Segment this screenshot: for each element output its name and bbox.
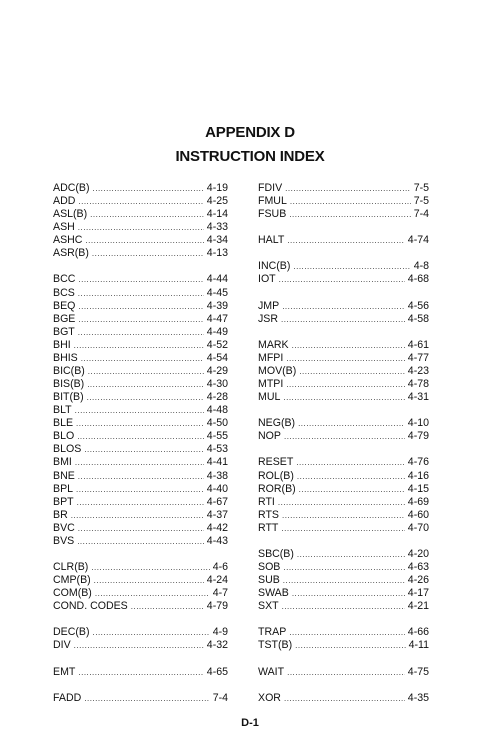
- index-entry: [258, 639, 429, 652]
- page-reference: 4-60: [407, 508, 429, 521]
- dot-leader: [71, 509, 204, 522]
- instruction-name: XOR: [258, 691, 281, 704]
- dot-leader: [91, 561, 209, 574]
- instruction-name: ASL(B): [53, 208, 88, 221]
- index-entry: [258, 365, 429, 378]
- index-entry: [53, 404, 228, 417]
- dot-leader: [287, 666, 405, 679]
- page-reference: 4-50: [206, 417, 228, 430]
- instruction-name: ASR(B): [53, 247, 89, 260]
- index-entry: [258, 378, 429, 391]
- dot-leader: [77, 535, 204, 548]
- instruction-name: ADC(B): [53, 182, 90, 194]
- dot-leader: [77, 496, 204, 509]
- instruction-name: NEG(B): [258, 417, 296, 430]
- index-entry: [258, 339, 429, 352]
- page-reference: 4-49: [206, 325, 228, 338]
- dot-leader: [278, 496, 405, 509]
- instruction-name: BNE: [53, 469, 75, 482]
- dot-leader: [295, 639, 405, 652]
- index-entry: [258, 626, 429, 639]
- dot-leader: [282, 509, 405, 522]
- index-entry: [53, 430, 228, 443]
- index-entry: [53, 574, 228, 587]
- page-reference: 4-40: [206, 482, 228, 495]
- index-entry: [258, 456, 429, 469]
- index-entry: [258, 182, 429, 195]
- dot-leader: [281, 522, 404, 535]
- index-entry: [53, 483, 228, 496]
- index-entry: [53, 587, 228, 600]
- instruction-name: FMUL: [258, 195, 287, 208]
- page-reference: 4-31: [407, 391, 429, 404]
- index-entry: [53, 208, 228, 221]
- instruction-name: DEC(B): [53, 626, 90, 639]
- page-reference: 4-69: [407, 495, 429, 508]
- dot-leader: [78, 522, 204, 535]
- page-reference: 4-77: [407, 351, 429, 364]
- dot-leader: [78, 470, 204, 483]
- page-reference: 4-33: [206, 221, 228, 234]
- dot-leader: [76, 483, 204, 496]
- instruction-name: SBC(B): [258, 547, 294, 560]
- instruction-name: MUL: [258, 391, 281, 404]
- instruction-name: TST(B): [258, 639, 293, 652]
- dot-leader: [293, 260, 410, 273]
- index-entry: [258, 352, 429, 365]
- instruction-name: RTS: [258, 508, 279, 521]
- index-entry: [53, 692, 228, 705]
- page-reference: 4-70: [407, 521, 429, 534]
- page-reference: 4-10: [407, 417, 429, 430]
- dot-leader: [297, 470, 405, 483]
- instruction-name: BLT: [53, 404, 72, 417]
- dot-leader: [299, 483, 405, 496]
- index-entry: [258, 470, 429, 483]
- page-reference: 4-78: [407, 378, 429, 391]
- instruction-name: BLOS: [53, 443, 82, 456]
- index-entry: [258, 600, 429, 613]
- index-entry: [258, 548, 429, 561]
- instruction-name: HALT: [258, 234, 285, 247]
- dot-leader: [78, 300, 203, 313]
- index-entry: [53, 313, 228, 326]
- page-reference: 4-28: [206, 391, 228, 404]
- page-reference: 4-37: [206, 508, 228, 521]
- instruction-name: CMP(B): [53, 574, 91, 587]
- instruction-name: BPT: [53, 495, 74, 508]
- page-reference: 4-8: [413, 260, 429, 273]
- page-reference: 4-17: [407, 587, 429, 600]
- page-reference: 4-65: [206, 665, 228, 678]
- dot-leader: [292, 587, 405, 600]
- page-reference: 4-75: [407, 665, 429, 678]
- dot-leader: [95, 587, 210, 600]
- page-reference: 4-79: [206, 600, 228, 613]
- page-reference: 4-63: [407, 561, 429, 574]
- index-entry: [258, 666, 429, 679]
- dot-leader: [78, 287, 204, 300]
- page-reference: 4-41: [206, 456, 228, 469]
- dot-leader: [90, 208, 204, 221]
- instruction-name: ROL(B): [258, 469, 294, 482]
- index-entry: [53, 522, 228, 535]
- index-entry: [53, 352, 228, 365]
- index-entry: [258, 509, 429, 522]
- instruction-name: SWAB: [258, 587, 289, 600]
- page-reference: 4-15: [407, 482, 429, 495]
- page-reference: 4-47: [206, 312, 228, 325]
- dot-leader: [283, 561, 404, 574]
- page-reference: 4-35: [407, 691, 429, 704]
- page-reference: 4-9: [212, 626, 228, 639]
- page-reference: 4-48: [206, 404, 228, 417]
- dot-leader: [93, 182, 204, 195]
- index-entry: [258, 430, 429, 443]
- page-reference: 4-14: [206, 208, 228, 221]
- page-reference: 4-52: [206, 338, 228, 351]
- dot-leader: [87, 391, 204, 404]
- index-entry: [53, 365, 228, 378]
- dot-leader: [78, 195, 203, 208]
- instruction-name: BIT(B): [53, 391, 84, 404]
- index-entry: [53, 470, 228, 483]
- page-reference: 4-34: [206, 234, 228, 247]
- dot-leader: [286, 352, 404, 365]
- instruction-name: INC(B): [258, 260, 291, 273]
- index-entry: [53, 287, 228, 300]
- dot-leader: [75, 404, 204, 417]
- index-entry: [53, 509, 228, 522]
- page-reference: 7-5: [413, 182, 429, 194]
- instruction-name: BGE: [53, 312, 76, 325]
- dot-leader: [77, 430, 204, 443]
- instruction-name: BCC: [53, 273, 76, 286]
- page-reference: 4-7: [212, 587, 228, 600]
- page-reference: 4-61: [407, 338, 429, 351]
- dot-leader: [87, 378, 204, 391]
- instruction-name: ADD: [53, 195, 76, 208]
- instruction-name: BLO: [53, 430, 75, 443]
- index-entry: [258, 300, 429, 313]
- dot-leader: [74, 639, 204, 652]
- dot-leader: [283, 391, 404, 404]
- index-entry: [258, 260, 429, 273]
- dot-leader: [75, 456, 204, 469]
- instruction-name: JMP: [258, 299, 280, 312]
- page-reference: 4-13: [206, 247, 228, 260]
- page-reference: 4-56: [407, 299, 429, 312]
- index-entry: [53, 561, 228, 574]
- page-reference: 4-45: [206, 286, 228, 299]
- instruction-name: WAIT: [258, 665, 285, 678]
- page-reference: 4-25: [206, 195, 228, 208]
- dot-leader: [289, 208, 410, 221]
- page-reference: 4-67: [206, 495, 228, 508]
- dot-leader: [74, 339, 204, 352]
- instruction-name: BMI: [53, 456, 72, 469]
- instruction-name: FADD: [53, 691, 82, 704]
- page-reference: 4-54: [206, 351, 228, 364]
- page-reference: 4-19: [206, 182, 228, 194]
- instruction-name: SOB: [258, 561, 281, 574]
- page-reference: 4-24: [206, 574, 228, 587]
- index-entry: [258, 208, 429, 221]
- dot-leader: [297, 548, 405, 561]
- index-entry: [258, 574, 429, 587]
- index-entry: [53, 417, 228, 430]
- instruction-name: EMT: [53, 665, 76, 678]
- index-entry: [53, 456, 228, 469]
- instruction-name: BVS: [53, 534, 75, 547]
- instruction-name: IOT: [258, 273, 276, 286]
- instruction-name: BLE: [53, 417, 74, 430]
- index-entry: [258, 273, 429, 286]
- page-number: D-1: [241, 717, 259, 729]
- dot-leader: [284, 692, 405, 705]
- dot-leader: [93, 626, 210, 639]
- dot-leader: [78, 313, 203, 326]
- instruction-name: BCS: [53, 286, 75, 299]
- dot-leader: [85, 234, 203, 247]
- index-entry: [258, 692, 429, 705]
- index-entry: [258, 587, 429, 600]
- instruction-name: MARK: [258, 338, 289, 351]
- index-entry: [258, 522, 429, 535]
- instruction-name: ASHC: [53, 234, 83, 247]
- index-entry: [258, 313, 429, 326]
- index-entry: [53, 600, 228, 613]
- index-entry: [258, 417, 429, 430]
- page-reference: 4-44: [206, 273, 228, 286]
- instruction-name: JSR: [258, 312, 279, 325]
- page-reference: 4-6: [212, 561, 228, 574]
- instruction-name: BIS(B): [53, 378, 85, 391]
- index-entry: [258, 483, 429, 496]
- instruction-name: BGT: [53, 325, 75, 338]
- page-reference: 4-23: [407, 364, 429, 377]
- page-reference: 7-4: [413, 208, 429, 221]
- dot-leader: [88, 365, 204, 378]
- dot-leader: [286, 378, 404, 391]
- page-reference: 4-76: [407, 456, 429, 469]
- dot-leader: [279, 273, 405, 286]
- dot-leader: [78, 666, 203, 679]
- dot-leader: [78, 221, 204, 234]
- instruction-name: BHI: [53, 338, 71, 351]
- instruction-name: TRAP: [258, 626, 287, 639]
- page-reference: 4-55: [206, 430, 228, 443]
- page-reference: 7-4: [212, 691, 228, 704]
- instruction-name: BR: [53, 508, 68, 521]
- page-reference: 4-53: [206, 443, 228, 456]
- page-reference: 4-26: [407, 574, 429, 587]
- dot-leader: [284, 430, 405, 443]
- instruction-name: COND. CODES: [53, 600, 128, 613]
- index-entry: [53, 378, 228, 391]
- instruction-name: RTI: [258, 495, 275, 508]
- instruction-name: MTPI: [258, 378, 284, 391]
- dot-leader: [289, 626, 405, 639]
- dot-leader: [281, 313, 405, 326]
- index-subtitle: INSTRUCTION INDEX: [175, 148, 325, 165]
- index-entry: [53, 496, 228, 509]
- page-reference: 4-66: [407, 626, 429, 639]
- instruction-name: NOP: [258, 430, 281, 443]
- index-entry: [53, 182, 228, 195]
- index-entry: [53, 339, 228, 352]
- index-entry: [53, 273, 228, 286]
- instruction-name: ASH: [53, 221, 75, 234]
- instruction-name: BPL: [53, 482, 74, 495]
- index-entry: [53, 626, 228, 639]
- dot-leader: [292, 339, 405, 352]
- instruction-name: BHIS: [53, 351, 78, 364]
- page-reference: 4-43: [206, 534, 228, 547]
- instruction-name: SXT: [258, 600, 279, 613]
- instruction-name: DIV: [53, 639, 71, 652]
- page-reference: 4-74: [407, 234, 429, 247]
- index-entry: [53, 666, 228, 679]
- dot-leader: [84, 443, 204, 456]
- instruction-name: SUB: [258, 574, 280, 587]
- index-entry: [258, 391, 429, 404]
- index-entry: [258, 496, 429, 509]
- page-reference: 4-58: [407, 312, 429, 325]
- page-reference: 4-38: [206, 469, 228, 482]
- dot-leader: [131, 600, 204, 613]
- page-reference: 4-39: [206, 299, 228, 312]
- instruction-name: FSUB: [258, 208, 287, 221]
- page-reference: 4-30: [206, 378, 228, 391]
- instruction-name: CLR(B): [53, 561, 89, 574]
- dot-leader: [287, 234, 405, 247]
- dot-leader: [296, 456, 404, 469]
- index-entry: [53, 391, 228, 404]
- index-entry: [258, 195, 429, 208]
- dot-leader: [298, 417, 405, 430]
- instruction-name: MFPI: [258, 351, 284, 364]
- page-reference: 4-79: [407, 430, 429, 443]
- dot-leader: [282, 600, 405, 613]
- instruction-name: RESET: [258, 456, 294, 469]
- page-reference: 7-5: [413, 195, 429, 208]
- page-reference: 4-16: [407, 469, 429, 482]
- index-entry: [53, 535, 228, 548]
- dot-leader: [84, 692, 209, 705]
- instruction-name: BIC(B): [53, 364, 85, 377]
- index-entry: [53, 195, 228, 208]
- page-reference: 4-42: [206, 521, 228, 534]
- dot-leader: [290, 195, 411, 208]
- dot-leader: [92, 247, 204, 260]
- appendix-title: APPENDIX D: [205, 124, 295, 141]
- index-entry: [258, 234, 429, 247]
- instruction-name: COM(B): [53, 587, 92, 600]
- dot-leader: [282, 300, 405, 313]
- instruction-name: ROR(B): [258, 482, 296, 495]
- page-reference: 4-29: [206, 364, 228, 377]
- dot-leader: [285, 182, 411, 195]
- page-reference: 4-11: [408, 639, 429, 652]
- dot-leader: [78, 326, 204, 339]
- index-entry: [53, 221, 228, 234]
- index-entry: [53, 247, 228, 260]
- instruction-name: BVC: [53, 521, 75, 534]
- page-reference: 4-21: [407, 600, 429, 613]
- instruction-name: BEQ: [53, 299, 76, 312]
- instruction-name: FDIV: [258, 182, 283, 194]
- dot-leader: [76, 417, 204, 430]
- index-entry: [53, 300, 228, 313]
- dot-leader: [94, 574, 204, 587]
- dot-leader: [283, 574, 405, 587]
- dot-leader: [81, 352, 204, 365]
- instruction-name: MOV(B): [258, 364, 297, 377]
- dot-leader: [299, 365, 405, 378]
- instruction-name: RTT: [258, 521, 279, 534]
- page-reference: 4-20: [407, 547, 429, 560]
- page-reference: 4-32: [206, 639, 228, 652]
- dot-leader: [78, 273, 203, 286]
- index-entry: [53, 443, 228, 456]
- index-entry: [258, 561, 429, 574]
- index-entry: [53, 326, 228, 339]
- index-entry: [53, 234, 228, 247]
- index-entry: [53, 639, 228, 652]
- page-reference: 4-68: [407, 273, 429, 286]
